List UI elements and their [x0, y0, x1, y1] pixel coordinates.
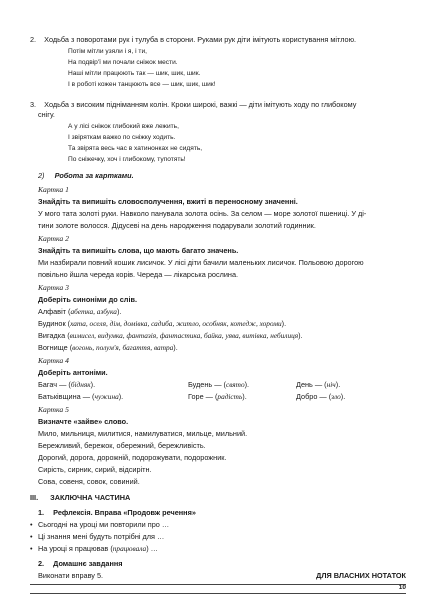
poem-line: Потім мітли узяли і я, і ти, — [68, 48, 147, 55]
exercise-number: 2. — [30, 35, 37, 44]
card-4-task: Доберіть антоніми. — [38, 368, 108, 377]
card-3-title: Картка 3 — [38, 283, 69, 292]
card-1-line: У мого тата золоті руки. Навколо панувала золота осінь. За селом — море золотої пшениці. У ді- — [38, 209, 367, 218]
exercise-text: Ходьба з високим підніманням колін. Кроки широкі, важкі — діти імітують ходу по глибокому — [44, 100, 357, 109]
poem-line: І звіряткам важко по сніжку ходить. — [68, 134, 176, 141]
notes-heading: ДЛЯ ВЛАСНИХ НОТАТОК — [316, 571, 406, 580]
card-1-line: тини золоте волосся. Дідусеві на день народження подарували золотий годинник. — [38, 221, 316, 230]
exercise-text: Ходьба з поворотами рук і тулуба в сторони. Руками рук діти імітують користування мітлою. — [44, 35, 357, 44]
section-roman: ІІІ. — [30, 493, 39, 502]
answer: вимисел, видумка, фантазія, фантастика, байка, уява, витівка, небилиця — [69, 331, 299, 340]
answer: радість — [217, 392, 243, 401]
section-number: 2) — [38, 171, 45, 180]
card-2-line: Ми назбирали повний кошик лисичок. У лісі діти бачили маленьких лисичок. Польовою дорогою — [38, 258, 364, 267]
homework-heading — [38, 560, 123, 567]
bullet-icon: • — [30, 532, 33, 541]
card-2-task: Знайдіть та випишіть слова, що мають багато значень. — [38, 246, 239, 255]
card-5-task: Визначте «зайве» слово. — [38, 417, 129, 426]
page-number: 10 — [396, 585, 406, 592]
answer: свято — [225, 380, 245, 389]
cards-section-heading — [38, 172, 134, 179]
card-3-task: Доберіть синоніми до слів. — [38, 295, 137, 304]
bullet-icon: • — [30, 544, 33, 553]
antonym-pair: Будень — (свято). — [188, 380, 250, 389]
bullet-icon: • — [30, 520, 33, 529]
exercise-2 — [30, 36, 356, 43]
exercise-text-continued: снігу. — [38, 110, 55, 119]
card-5-line: Сирість, сирник, сирий, відсирітн. — [38, 465, 152, 474]
exercise-number: 3. — [30, 100, 37, 109]
answer: працювала — [112, 544, 147, 553]
poem-line: Та звірята весь час в хатинонках не сидять, — [68, 145, 203, 152]
antonym-pair: Багач — (бідняк). — [38, 380, 96, 389]
list-item: • Сьогодні на уроці ми повторили про … — [30, 520, 170, 529]
item-number: 2. — [38, 559, 45, 568]
card-3-line: Вигадка (вимисел, видумка, фантазія, фантастика, байка, уява, витівка, небилиця). — [38, 331, 303, 340]
answer: ніч — [326, 380, 336, 389]
section-3-heading — [30, 494, 130, 501]
antonym-pair: Добро — (зло). — [296, 392, 346, 401]
answer: чужина — [94, 392, 119, 401]
list-item: • Ці знання мені будуть потрібні для … — [30, 532, 165, 541]
card-3-line: Будинок (хата, оселя, дім, домівка, садиба, житло, особняк, котедж, хороми). — [38, 319, 287, 328]
card-5-line: Бережливий, бережок, обережний, бережливість. — [38, 441, 206, 450]
card-1-task: Знайдіть та випишіть словосполучення, вжиті в переносному значенні. — [38, 197, 298, 206]
answer: абетка, азбука — [70, 307, 117, 316]
poem-line: По сніжечку, хоч і глибокому, тупотять! — [68, 156, 186, 163]
card-5-line: Дорогий, дорога, дорожній, подорожувати, подорожник. — [38, 453, 227, 462]
poem-line: Наші мітли працюють так — шик, шик, шик. — [68, 70, 201, 77]
poem-line: На подвір'ї ми почали сніжок мести. — [68, 59, 178, 66]
antonym-pair: Горе — (радість). — [188, 392, 247, 401]
list-item: • На уроці я працював (працювала) … — [30, 544, 158, 553]
exercise-3 — [30, 101, 356, 108]
answer: вогонь, полум'я, багаття, ватра — [72, 343, 174, 352]
notes-line — [30, 593, 406, 594]
section-title: Робота за картками. — [54, 171, 134, 180]
card-5-title: Картка 5 — [38, 405, 69, 414]
card-5-line: Сова, совеня, совок, совиний. — [38, 477, 140, 486]
item-title: Рефлексія. Вправа «Продовж речення» — [53, 508, 196, 517]
antonym-pair: День — (ніч). — [296, 380, 341, 389]
homework-text: Виконати вправу 5. — [38, 571, 104, 580]
card-5-line: Мило, мильниця, милитися, намилуватися, мильце, мильний. — [38, 429, 248, 438]
item-title: Домашнє завдання — [53, 559, 123, 568]
answer: зло — [331, 392, 341, 401]
card-1-title: Картка 1 — [38, 185, 69, 194]
section-title: ЗАКЛЮЧНА ЧАСТИНА — [50, 493, 131, 502]
poem-line: А у лісі сніжок глибокий вже лежить, — [68, 123, 179, 130]
card-2-line: повільно йшла череда корів. Череда — лікарська рослина. — [38, 270, 239, 279]
notes-line — [30, 584, 406, 585]
card-2-title: Картка 2 — [38, 234, 69, 243]
card-3-line: Алфавіт (абетка, азбука). — [38, 307, 122, 316]
poem-line: І в роботі кожен танцюють все — шик, шик, шик! — [68, 81, 216, 88]
antonym-pair: Батьківщина — (чужина). — [38, 392, 124, 401]
answer: бідняк — [70, 380, 91, 389]
item-number: 1. — [38, 508, 45, 517]
card-4-title: Картка 4 — [38, 356, 69, 365]
answer: хата, оселя, дім, домівка, садиба, житло, особняк, котедж, хороми — [70, 319, 282, 328]
card-3-line: Вогнище (вогонь, полум'я, багаття, ватра). — [38, 343, 178, 352]
reflection-heading — [38, 509, 196, 516]
